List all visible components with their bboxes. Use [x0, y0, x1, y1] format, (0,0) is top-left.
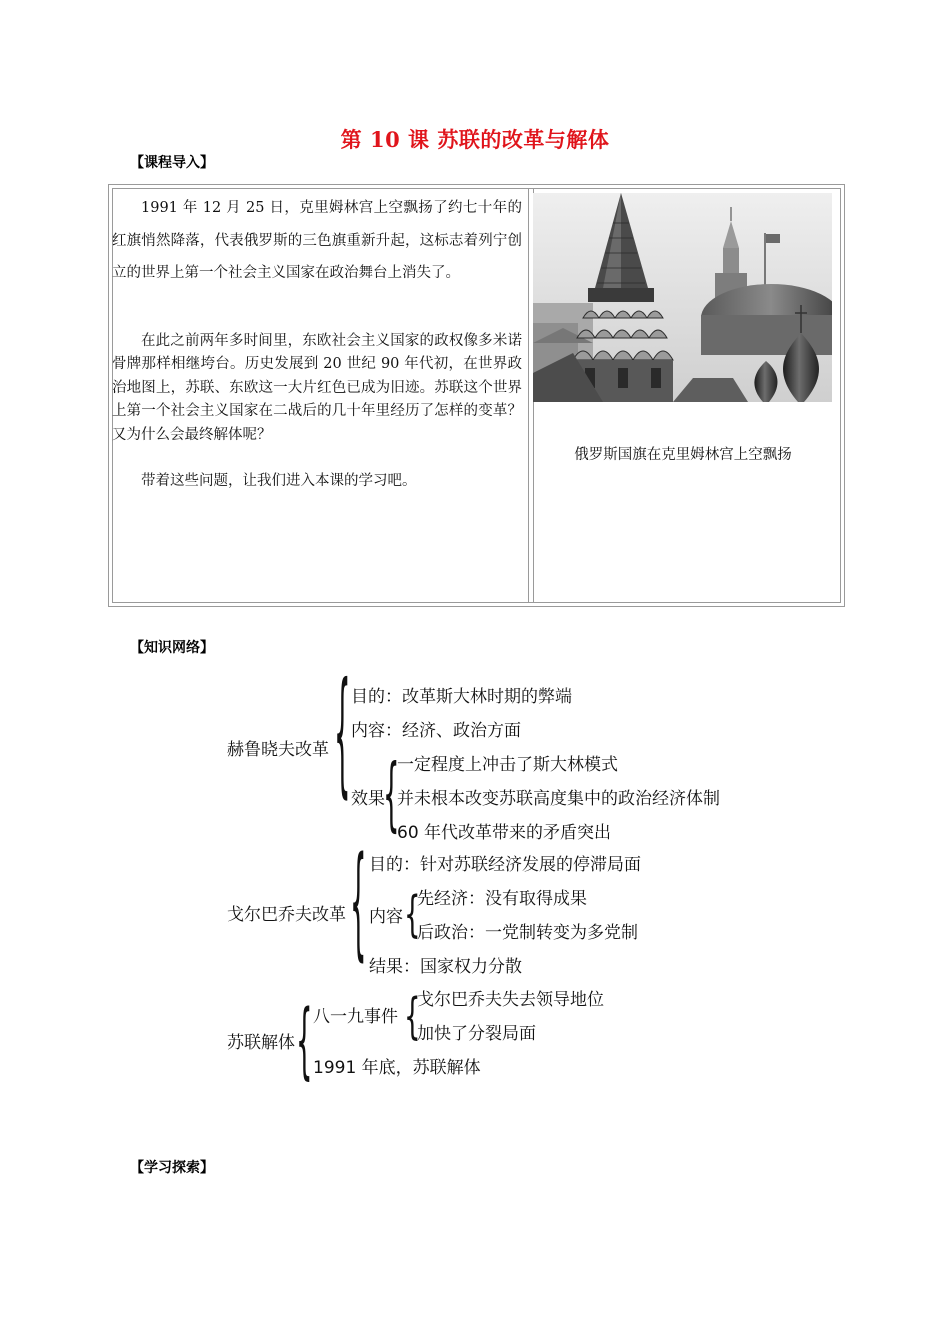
- gorbachev-content-1: 先经济：没有取得成果: [417, 889, 587, 909]
- august-19-event: 八一九事件: [313, 1007, 398, 1027]
- august-19-consequence-2: 加快了分裂局面: [417, 1024, 536, 1044]
- gorbachev-brace-icon: {: [350, 835, 367, 977]
- lesson-title: 第 10 课 苏联的改革与解体: [340, 127, 610, 152]
- kremlin-photo: [533, 193, 832, 402]
- khrushchev-effect-3: 60 年代改革带来的矛盾突出: [397, 823, 612, 843]
- section-heading-explore: 【学习探索】: [130, 1160, 214, 1176]
- intro-text: [112, 192, 522, 493]
- khrushchev-effect-label: 效果: [351, 789, 385, 809]
- intro-paragraph-2: 在此之前两年多时间里，东欧社会主义国家的政权像多米诺骨牌那样相继垮台。历史发展到 20 世纪 90 年代初，在世界政治地图上，苏联、东欧这一大片红色已成为旧迹。苏联这个世界上第一个社会主义国家在二战后的几十年里经历了怎样的变革？又为什么会最终解体呢？: [112, 332, 522, 443]
- khrushchev-purpose: 目的：改革斯大林时期的弊端: [351, 687, 572, 707]
- dissolution-brace-icon: {: [296, 995, 313, 1091]
- intro-paragraph-3: 带着这些问题，让我们进入本课的学习吧。: [141, 473, 417, 489]
- gorbachev-content-label: 内容: [369, 907, 403, 927]
- gorbachev-result: 结果：国家权力分散: [369, 957, 522, 977]
- khrushchev-reform-node: 赫鲁晓夫改革: [227, 740, 329, 760]
- khrushchev-content: 内容：经济、政治方面: [351, 721, 521, 741]
- khrushchev-effect-1: 一定程度上冲击了斯大林模式: [397, 755, 618, 775]
- august-19-consequence-1: 戈尔巴乔夫失去领导地位: [417, 990, 604, 1010]
- intro-paragraph-1: 1991 年 12 月 25 日，克里姆林宫上空飘扬了约七十年的红旗悄然降落，代表俄罗斯的三色旗重新升起，这标志着列宁创立的世界上第一个社会主义国家在政治舞台上消失了。: [112, 200, 522, 281]
- section-heading-intro: 【课程导入】: [130, 155, 214, 171]
- khrushchev-effect-brace-icon: {: [383, 749, 400, 843]
- section-heading-network: 【知识网络】: [130, 640, 214, 656]
- dissolution-node: 苏联解体: [227, 1033, 295, 1053]
- gorbachev-purpose: 目的：针对苏联经济发展的停滞局面: [369, 855, 641, 875]
- photo-caption: 俄罗斯国旗在克里姆林宫上空飘扬: [574, 447, 792, 463]
- gorbachev-reform-node: 戈尔巴乔夫改革: [227, 905, 346, 925]
- khrushchev-effect-2: 并未根本改变苏联高度集中的政治经济体制: [397, 789, 720, 809]
- gorbachev-content-2: 后政治：一党制转变为多党制: [417, 923, 638, 943]
- gorbachev-content-brace-icon: {: [404, 887, 421, 945]
- august-19-brace-icon: {: [404, 989, 421, 1047]
- dissolution-final: 1991 年底，苏联解体: [313, 1058, 481, 1078]
- khrushchev-brace-icon: {: [334, 659, 351, 815]
